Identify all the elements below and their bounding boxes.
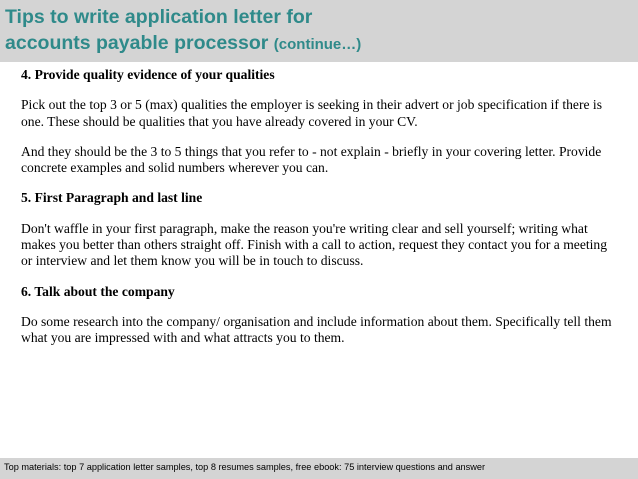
section-heading-5: 5. First Paragraph and last line xyxy=(21,190,203,206)
section-heading-6: 6. Talk about the company xyxy=(21,283,175,299)
section-heading-4: 4. Provide quality evidence of your qualities xyxy=(21,67,275,82)
section-paragraph: Don't waffle in your first paragraph, make the reason you're writing clear and sell yourself; writing what makes you better than others straight off. Finish with a call to action, request they contact you for a meeting or interview and let them know you will be in touch to discuss. xyxy=(21,220,608,269)
footer-text: Top materials: top 7 application letter samples, top 8 resumes samples, free ebook: 75 interview questions and answer xyxy=(4,462,486,472)
title-main: accounts payable processor xyxy=(5,32,269,54)
title-line-1: Tips to write application letter for xyxy=(5,6,313,28)
title-continue: (continue…) xyxy=(273,36,362,53)
title-bar xyxy=(0,0,638,62)
section-paragraph: And they should be the 3 to 5 things that you refer to - not explain - briefly in your covering letter. Provide concrete examples and solid numbers wherever you can. xyxy=(21,143,602,176)
section-paragraph: Do some research into the company/ organisation and include information about them. Specifically tell them what you are impressed with and what attracts you to them. xyxy=(21,313,612,346)
title-line-2 xyxy=(5,30,632,58)
section-paragraph: Pick out the top 3 or 5 (max) qualities the employer is seeking in their advert or job specification if there is one. These should be qualities that you have already covered in your CV. xyxy=(21,97,602,129)
slide-content xyxy=(21,67,621,347)
footer-bar xyxy=(0,458,638,479)
